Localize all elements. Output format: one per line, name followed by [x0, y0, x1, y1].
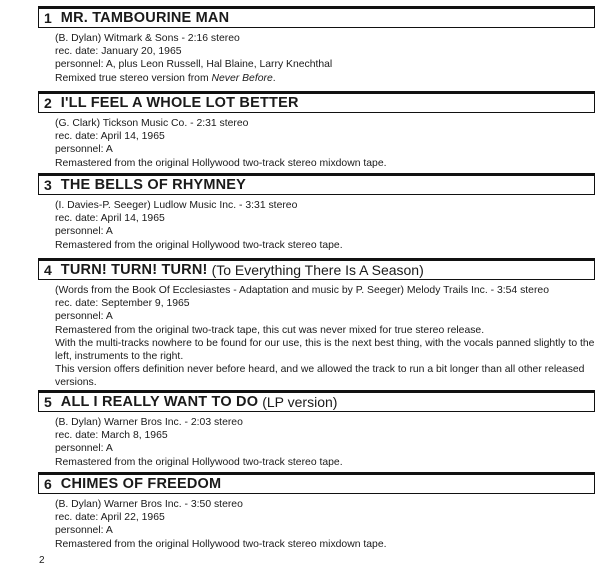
- track-note: Remastered from the original Hollywood two-track stereo mixdown tape.: [55, 538, 387, 550]
- track-number: 6: [44, 476, 52, 492]
- track-number: 4: [44, 262, 52, 278]
- track-rec-date: rec. date: September 9, 1965: [55, 298, 190, 310]
- page-number: 2: [39, 555, 45, 566]
- track-credit: (Words from the Book Of Ecclesiastes - Adaptation and music by P. Seeger) Melody Trails Inc. - 3:54 stereo: [55, 285, 549, 296]
- track-title: THE BELLS OF RHYMNEY: [60, 177, 247, 193]
- track-note-2: With the multi-tracks nowhere to be found for our use, this is the next best thing, with the vocals panned slightly to the left, instruments to the right.: [55, 337, 595, 363]
- track-6-details: [38, 494, 595, 551]
- track-number: 1: [44, 10, 52, 26]
- track-personnel: personnel: A: [55, 144, 113, 156]
- track-4-header: [38, 258, 595, 280]
- track-note-text: Remixed true stereo version from: [55, 72, 212, 84]
- track-2: [38, 91, 595, 170]
- track-number: 3: [44, 177, 52, 193]
- track-subtitle: (To Everything There Is A Season): [211, 262, 424, 278]
- track-personnel: personnel: A: [55, 226, 113, 238]
- track-title: MR. TAMBOURINE MAN: [60, 10, 230, 26]
- track-title: I'LL FEEL A WHOLE LOT BETTER: [60, 95, 299, 111]
- track-personnel: personnel: A: [55, 525, 113, 537]
- track-note: [55, 72, 595, 85]
- track-personnel: personnel: A: [55, 311, 113, 323]
- track-rec-date: rec. date: January 20, 1965: [55, 46, 182, 58]
- track-2-header: [38, 91, 595, 113]
- track-note: Remastered from the original Hollywood two-track stereo tape.: [55, 456, 343, 468]
- track-6: [38, 472, 595, 551]
- track-subtitle: (LP version): [262, 394, 338, 410]
- track-note: Remastered from the original Hollywood two-track stereo mixdown tape.: [55, 157, 387, 169]
- track-note: Remastered from the original Hollywood two-track stereo tape.: [55, 239, 343, 251]
- track-5-header: [38, 390, 595, 412]
- track-rec-date: rec. date: April 14, 1965: [55, 213, 165, 225]
- track-number: 5: [44, 394, 52, 410]
- track-rec-date: rec. date: April 22, 1965: [55, 512, 165, 524]
- track-credit: (B. Dylan) Warner Bros Inc. - 3:50 stereo: [55, 499, 243, 510]
- track-note-3: This version offers definition never before heard, and we allowed the track to run a bit longer than all other released versions.: [55, 364, 585, 389]
- track-3-details: [38, 195, 595, 252]
- track-rec-date: rec. date: March 8, 1965: [55, 430, 168, 442]
- track-credit: (G. Clark) Tickson Music Co. - 2:31 stereo: [55, 118, 249, 129]
- track-3-header: [38, 173, 595, 195]
- track-rec-date: rec. date: April 14, 1965: [55, 131, 165, 143]
- track-credit: (B. Dylan) Warner Bros Inc. - 2:03 stereo: [55, 417, 243, 428]
- track-note-period: .: [272, 72, 276, 84]
- track-4-details: [38, 280, 595, 390]
- track-5-details: [38, 412, 595, 469]
- track-title: TURN! TURN! TURN!: [60, 262, 208, 278]
- track-4: [38, 258, 595, 390]
- track-2-details: [38, 113, 595, 170]
- track-personnel: personnel: A: [55, 443, 113, 455]
- track-note: Remastered from the original two-track tape, this cut was never mixed for true stereo release.: [55, 324, 485, 336]
- track-title: ALL I REALLY WANT TO DO: [60, 394, 259, 410]
- track-3: [38, 173, 595, 252]
- track-1-header: [38, 6, 595, 28]
- track-6-header: [38, 472, 595, 494]
- track-1: [38, 6, 595, 85]
- track-personnel: personnel: A, plus Leon Russell, Hal Blaine, Larry Knechthal: [55, 59, 333, 71]
- track-note-album: Never Before: [211, 72, 273, 84]
- track-credit: (B. Dylan) Witmark & Sons - 2:16 stereo: [55, 33, 240, 44]
- track-credit: (I. Davies-P. Seeger) Ludlow Music Inc. - 3:31 stereo: [55, 200, 298, 211]
- track-number: 2: [44, 95, 52, 111]
- track-1-details: [38, 28, 595, 85]
- track-title: CHIMES OF FREEDOM: [60, 476, 222, 492]
- track-5: [38, 390, 595, 469]
